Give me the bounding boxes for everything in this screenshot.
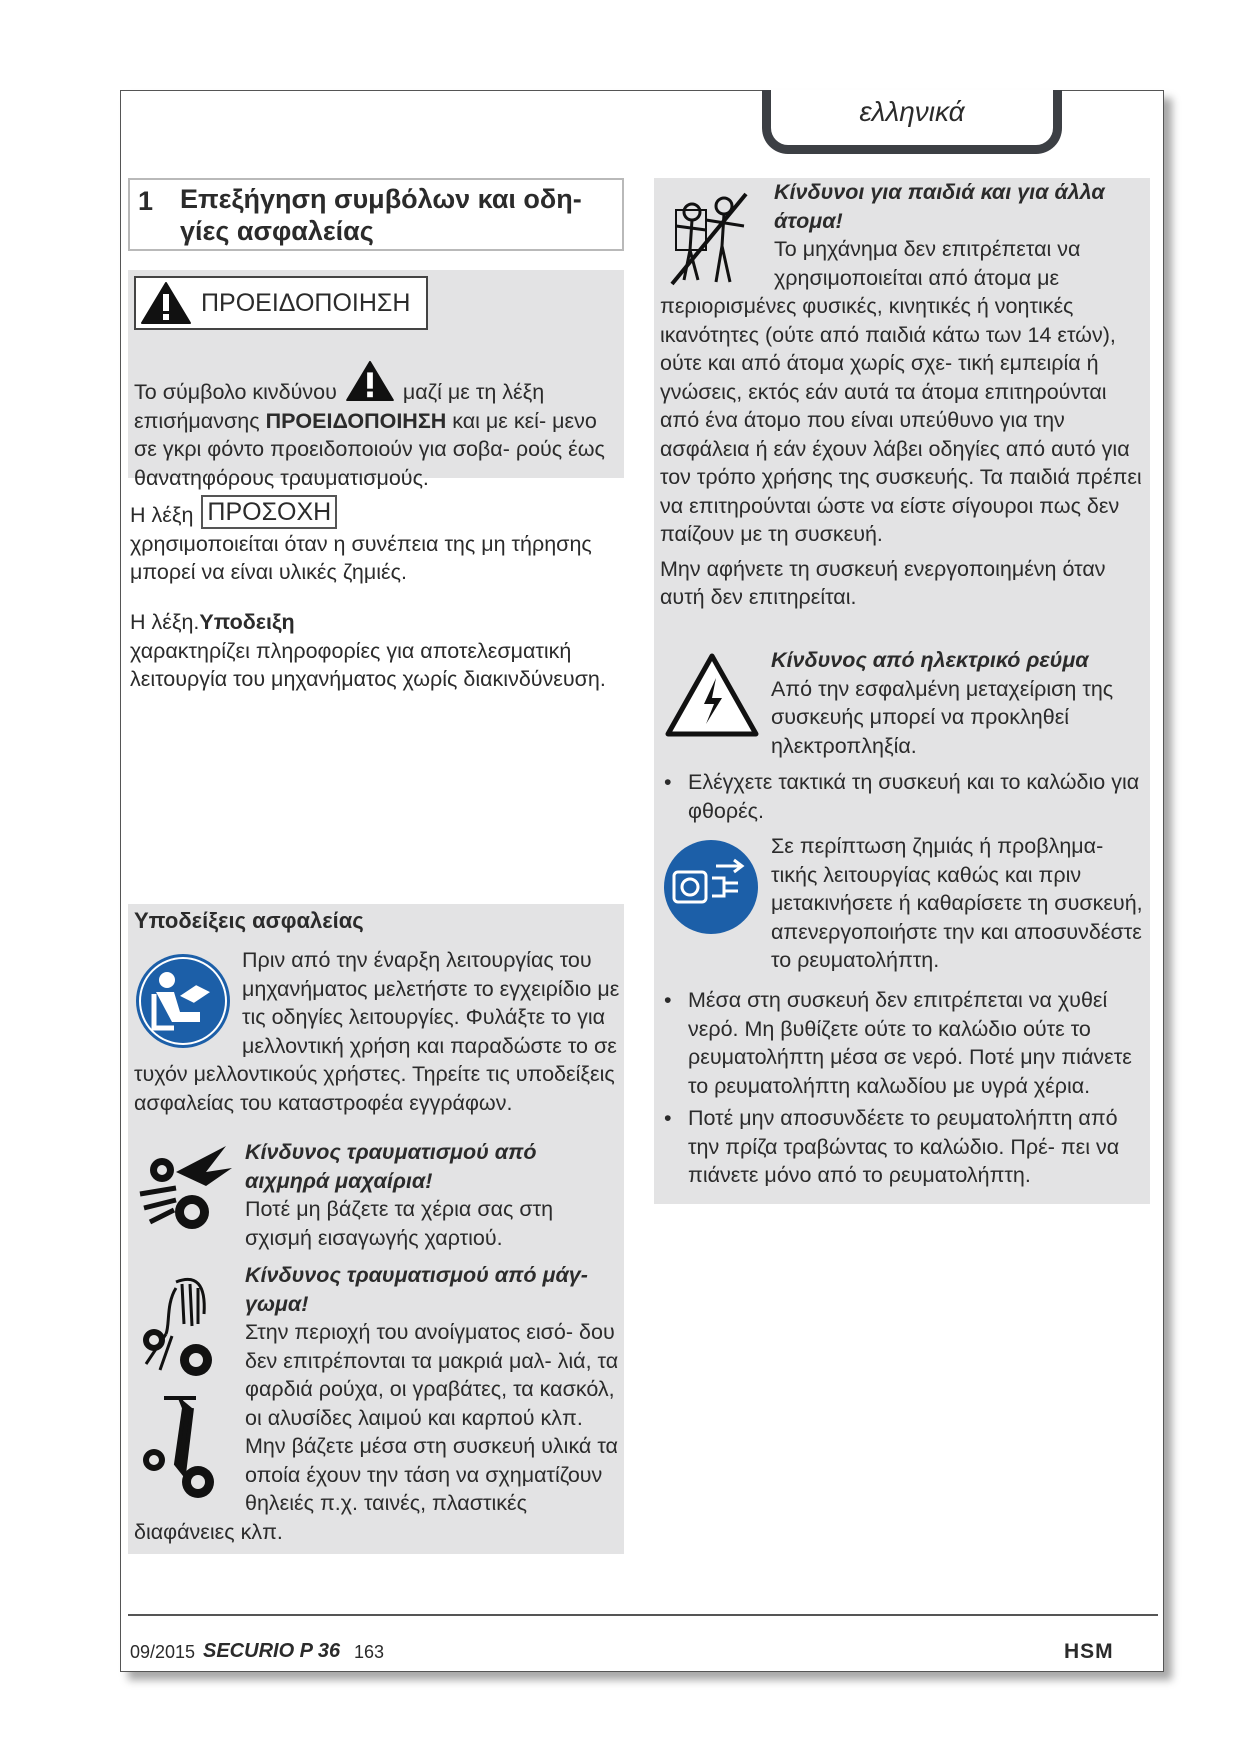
knife-hazard (245, 1138, 620, 1252)
footer-rule (128, 1614, 1158, 1616)
note-prefix: Η λέξη. (130, 610, 200, 634)
bullet-check-cable: • Ελέγχετε τακτικά τη συσκευή και το καλώδιο για φθορές. (660, 768, 1146, 825)
entanglement-text: Στην περιοχή του ανοίγματος εισό- δου δεν επιτρέπονται τα μακριά μαλ- λιά, τα φαρδιά ρούχα, οι γραβάτες, τα κασκόλ, οι αλυσίδες λαιμού και καρπού κλπ. Μην βάζετε μέσα στη συσκευή υλικά τα οποία έχουν την τάση να σχηματίζουν θηλειές π.χ. ταινές, πλαστικές διαφάνειες κλπ. (134, 1320, 619, 1544)
section-heading (128, 178, 624, 251)
language-label: ελληνικά (859, 96, 965, 127)
entanglement-title: Κίνδυνος τραυματισμού από μάγ- γωμα! (245, 1263, 588, 1316)
footer-date: 09/2015 (130, 1642, 196, 1662)
unplug-block (771, 832, 1146, 975)
danger-symbol-icon (345, 360, 395, 402)
safety-heading: Υποδείξεις ασφαλείας (134, 908, 364, 933)
warning-text (134, 360, 618, 492)
caution-label: ΠΡΟΣΟΧΗ (201, 495, 337, 529)
note-label: Υποδειξη (199, 610, 295, 634)
safety-box (128, 904, 624, 1554)
language-tab (762, 90, 1062, 154)
read-manual-icon (134, 952, 232, 1050)
warning-text-a: Το σύμβολο κινδύνου (134, 380, 337, 404)
unattended-text: Μην αφήνετε τη συσκευή ενεργοποιημένη όταν αυτή δεν επιτηρείται. (660, 556, 1106, 609)
footer (130, 1640, 1160, 1666)
bullet-water: • Μέσα στη συσκευή δεν επιτρέπεται να χυθεί νερό. Μη βυθίζετε ούτε το καλώδιο ούτε το ρευματολήπτη μέσα σε νερό. Ποτέ μην πιάνετε το ρευματολήπτη καλωδίου με υγρά χέρια. (660, 986, 1146, 1100)
unplug-icon (662, 838, 760, 936)
bullet-unplug: • Ποτέ μην αποσυνδέετε το ρευματολήπτη από την πρίζα τραβώντας το καλώδιο. Πρέ- πει να πιάνετε μόνο από το ρευματολήπτη. (660, 1104, 1146, 1190)
electric-hazard-icon (664, 652, 760, 738)
warning-label-box (134, 276, 428, 330)
warning-text-bold: ΠΡΟΕΙΔΟΠΟΙΗΣΗ (265, 408, 447, 433)
children-title: Κίνδυνοι για παιδιά και για άλλα άτομα! (774, 180, 1105, 233)
unplug-text: Σε περίπτωση ζημιάς ή προβλημα- τικής λειτουργίας καθώς και πριν μετακινήσετε ή καθαρίσετε τη συσκευή, απενεργοποιήστε την και αποσυνδέστε το ρευματολήπτη. (771, 834, 1143, 972)
footer-page: 163 (354, 1642, 385, 1662)
knife-hazard-title: Κίνδυνος τραυματισμού από αιχμηρά μαχαίρια! (245, 1140, 537, 1193)
brand-logo: HSM (1064, 1640, 1114, 1663)
electric-title: Κίνδυνος από ηλεκτρικό ρεύμα (771, 648, 1089, 672)
footer-model: SECURIO P 36 (203, 1640, 341, 1662)
warning-box (128, 270, 624, 490)
caution-line (130, 495, 620, 530)
note-block (130, 608, 620, 694)
children-text: Το μηχάνημα δεν επιτρέπεται να χρησιμοποιείται από άτομα με περιορισμένες φυσικές, κινητικές ή νοητικές ικανότητες (ούτε από παιδιά κάτω των 14 ετών), ούτε και από άτομα χωρίς σχε- τική εμπειρία ή γνώσεις, εκτός εάν αυτά τα άτομα επιτηρούνται από ένα άτομο που είναι υπεύθυνο για την ασφάλεια ή εάν έχουν λάβει οδηγίες από αυτό για τον τρόπο χρήσης της συσκευής. Τα παιδιά πρέπει να επιτηρούνται ώστε να είστε σίγουροι πως δεν παίζουν με τη συσκευή. (660, 237, 1142, 546)
knife-hazard-text: Ποτέ μη βάζετε τα χέρια σας στη σχισμή εισαγωγής χαρτιού. (245, 1197, 554, 1250)
electric-hazard (771, 646, 1146, 760)
caution-text: χρησιμοποιείται όταν η συνέπεια της μη τήρησης μπορεί να είναι υλικές ζημιές. (130, 531, 592, 584)
bullet-list-1 (660, 768, 1146, 825)
children-hazard (660, 178, 1146, 612)
caution-prefix: Η λέξη (130, 503, 194, 527)
note-line (130, 608, 620, 637)
knife-hazard-icon (136, 1142, 236, 1242)
manual-text: Πριν από την έναρξη λειτουργίας του μηχανήματος μελετήστε το εγχειρίδιο με τις οδηγίες λειτουργίες. Φυλάξτε το για μελλοντική χρήση και παραδώστε το σε τυχόν μελλοντικούς χρήστες. Τηρείτε τις υποδείξεις ασφαλείας του καταστροφέα εγγράφων. (134, 948, 620, 1115)
section-number: 1 (138, 186, 154, 216)
electric-text: Από την εσφαλμένη μεταχείριση της συσκευής μπορεί να προκληθεί ηλεκτροπληξία. (771, 676, 1114, 758)
warning-text-c: και με κεί- μενο σε γκρι φόντο προειδοποιούν για σοβα- ρούς έως θανατηφόρους τραυματισμούς. (134, 408, 605, 490)
warning-text-b: μαζί με τη λέξη επισήμανσης (134, 380, 545, 433)
bullet-list-2 (660, 986, 1146, 1190)
note-text: χαρακτηρίζει πληροφορίες για αποτελεσματική λειτουργία του μηχανήματος χωρίς διακινδύνευση. (130, 638, 606, 691)
caution-block (130, 495, 620, 587)
section-title: Επεξήγηση συμβόλων και οδη- γίες ασφαλείας (180, 184, 582, 246)
warning-triangle-icon (140, 281, 192, 325)
warning-label: ΠΡΟΕΙΔΟΠΟΙΗΣΗ (201, 289, 411, 317)
right-safety-box (654, 178, 1150, 1204)
manual-block (134, 946, 620, 1117)
entanglement-hazard (134, 1261, 620, 1546)
